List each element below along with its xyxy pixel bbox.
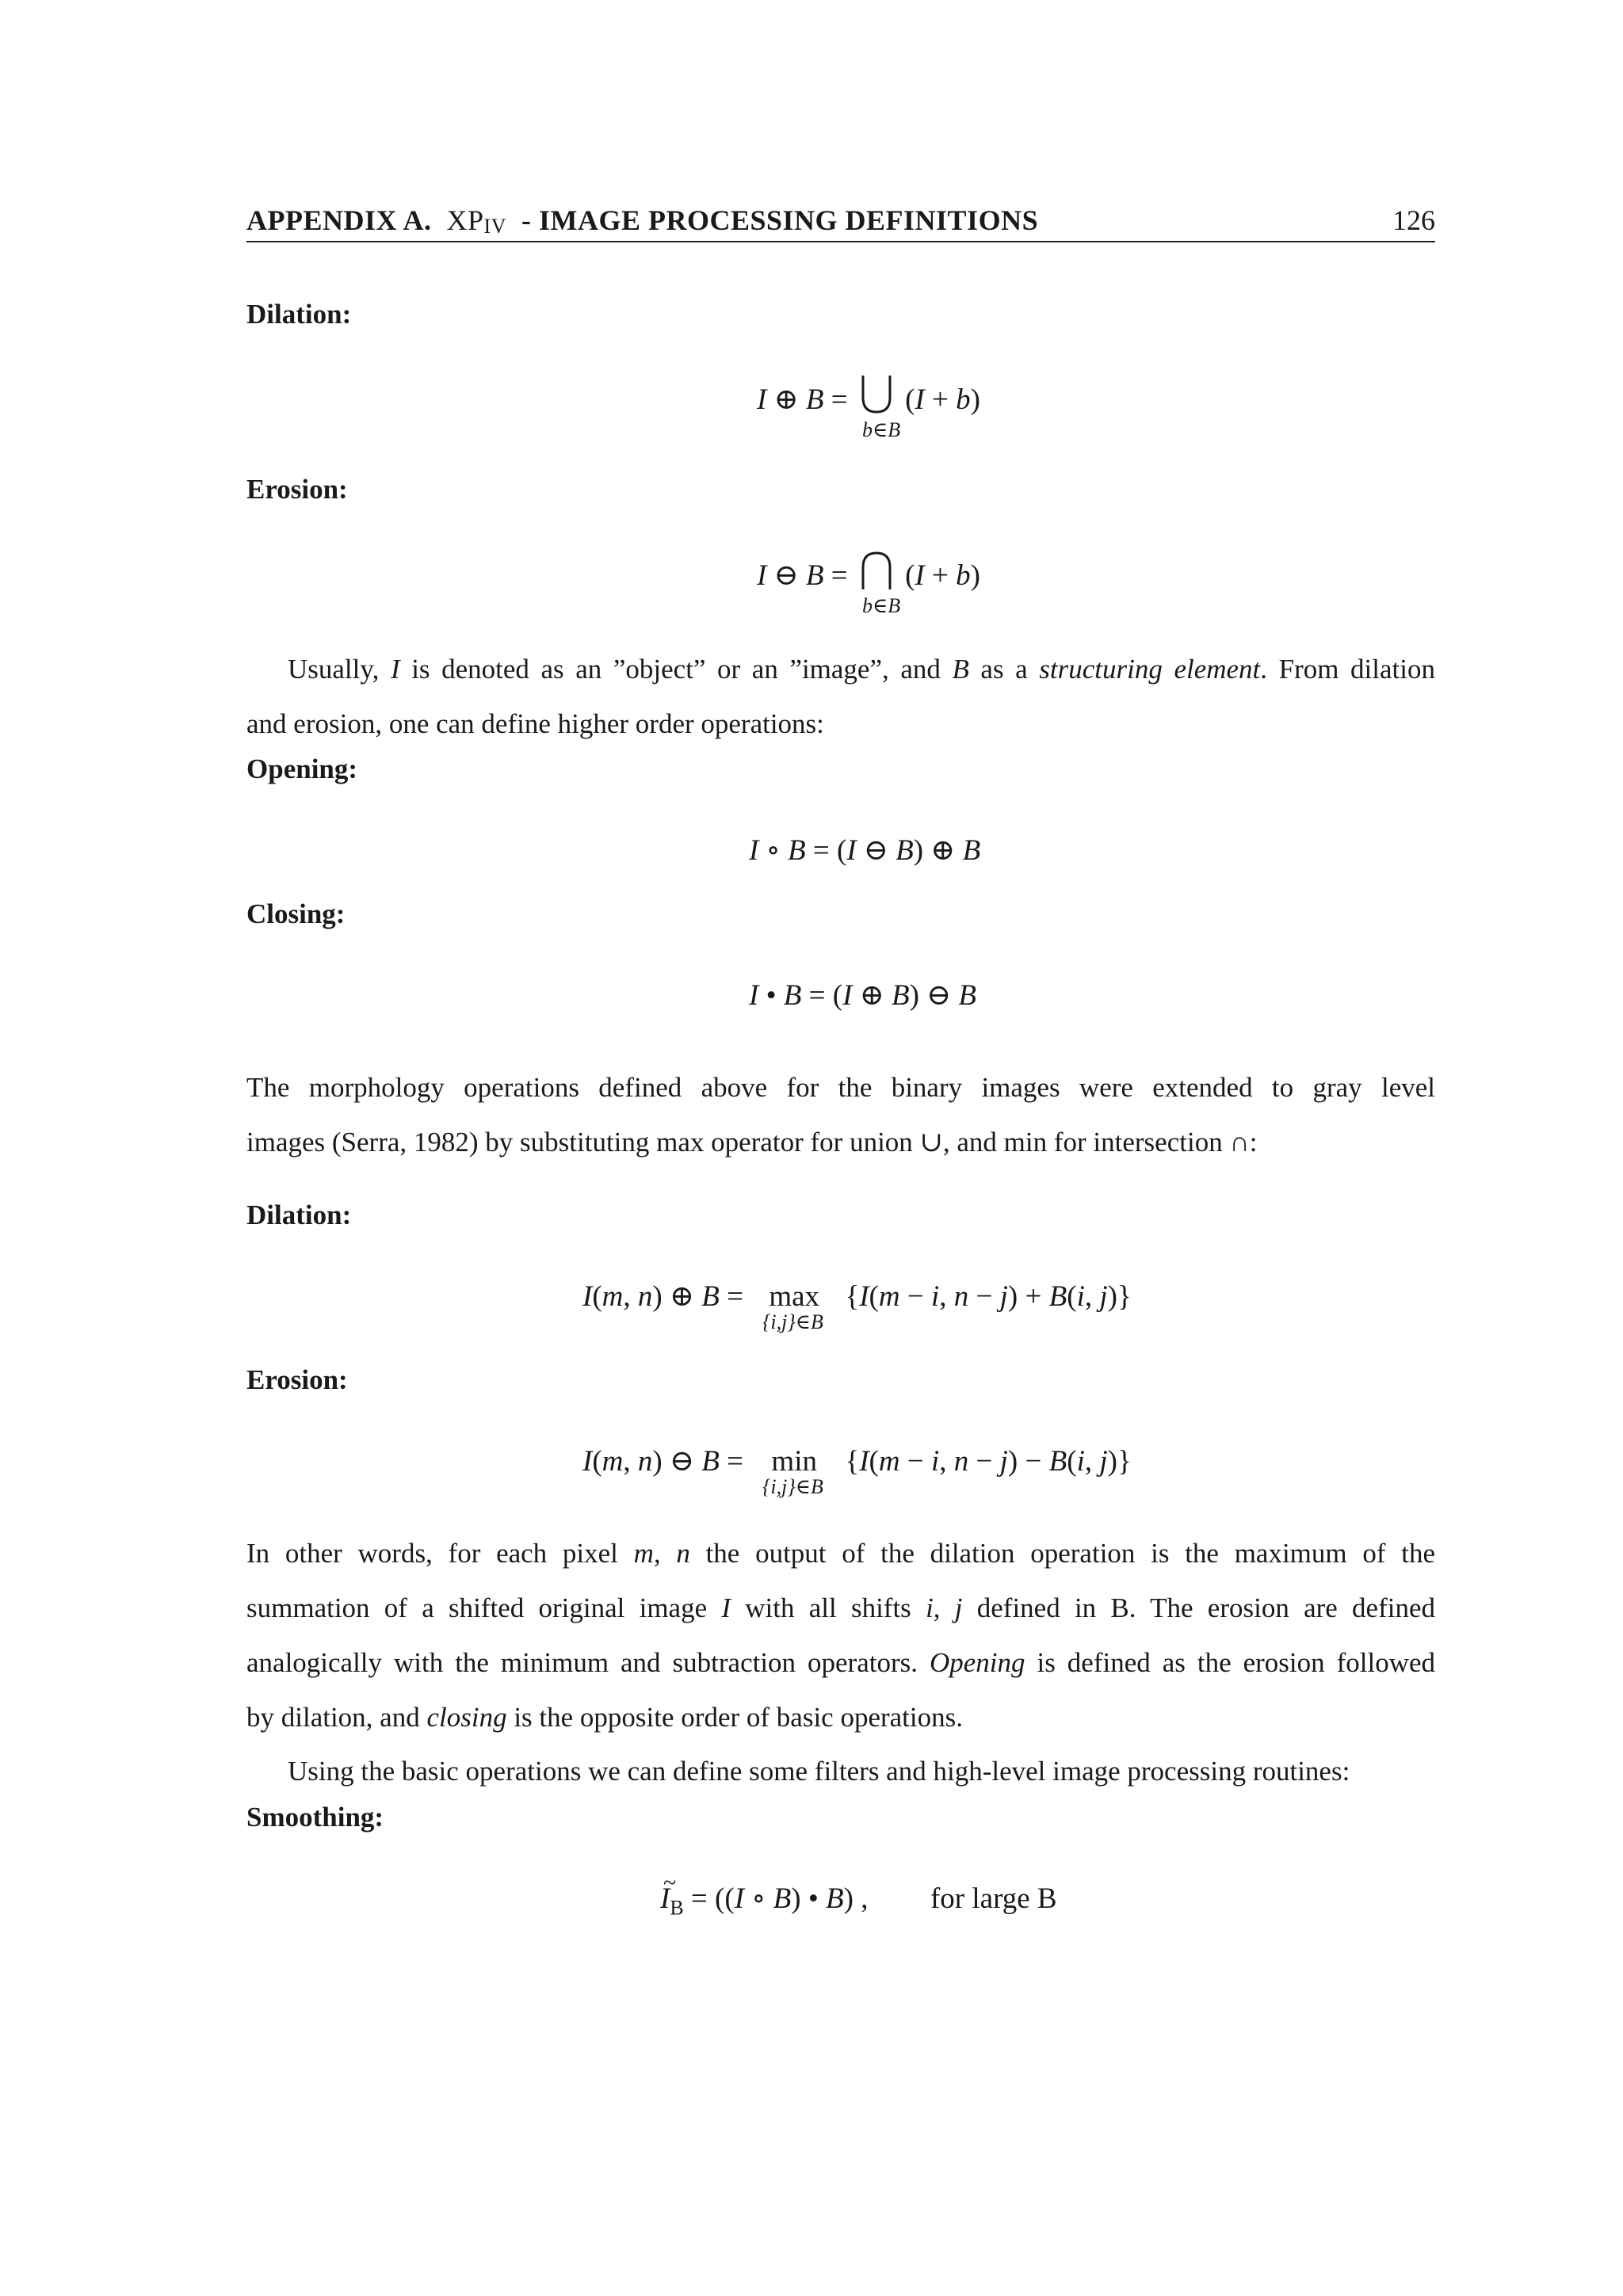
gray-dilation-rhs: {I(m − i, n − j) + B(i, j)} [845, 1280, 1132, 1313]
union-operator-icon [855, 372, 898, 420]
paragraph-line: images (Serra, 1982) by substituting max operator for union ∪, and min for intersection ∩: [246, 1127, 1258, 1158]
xpiv-main: XP [446, 204, 484, 236]
header-title-left: APPENDIX A. [246, 204, 432, 236]
xpiv-sub: IV [483, 215, 506, 238]
paragraph-using-basic [246, 1744, 1435, 1798]
heading-opening: Opening: [246, 753, 358, 784]
max-operator: max [769, 1280, 820, 1313]
paragraph-line: and erosion, one can define higher order operations: [246, 708, 824, 739]
xpiv-logo [439, 204, 514, 236]
paragraph-usually [246, 642, 1435, 751]
page-number: 126 [1392, 204, 1435, 236]
min-operator: min [771, 1445, 817, 1478]
gray-erosion-lhs: I(m, n) ⊖ B = [582, 1445, 743, 1478]
header-title-right: - IMAGE PROCESSING DEFINITIONS [521, 204, 1039, 236]
paragraph-line: In other words, for each pixel m, n the output of the dilation operation is the maximum of the [246, 1538, 1435, 1569]
dilation-lhs: I ⊕ B = [757, 383, 848, 416]
equation-gray-dilation [582, 1277, 1132, 1317]
equation-closing: I • B = (I ⊕ B) ⊖ B [749, 979, 976, 1012]
paragraph-text: Using the basic operations we can define some filters and high-level image processing routines: [288, 1756, 1350, 1787]
heading-erosion: Erosion: [246, 474, 348, 505]
paragraph-line: summation of a shifted original image I with all shifts i, j defined in B. The erosion are defined [246, 1592, 1435, 1623]
paragraph-line: analogically with the minimum and subtraction operators. Opening is defined as the erosion followed [246, 1647, 1435, 1678]
equation-gray-erosion [582, 1442, 1132, 1482]
gray-erosion-rhs: {I(m − i, n − j) − B(i, j)} [845, 1445, 1132, 1478]
tilde-accent: ~ [663, 1870, 677, 1896]
smoothing-lhs-base: I [660, 1882, 670, 1915]
smoothing-lhs [660, 1870, 684, 1928]
heading-dilation: Dilation: [246, 299, 352, 330]
intersection-limit: b∈B [862, 594, 901, 617]
equation-smoothing [660, 1870, 1057, 1928]
dilation-rhs: (I + b) [905, 383, 980, 416]
smoothing-note: for large B [930, 1882, 1057, 1915]
paragraph-line: by dilation, and closing is the opposite order of basic operations. [246, 1702, 963, 1733]
equation-dilation [757, 372, 980, 420]
equation-erosion [757, 548, 980, 596]
gray-dilation-lhs: I(m, n) ⊕ B = [582, 1280, 743, 1313]
erosion-rhs: (I + b) [905, 559, 980, 592]
header-title [246, 200, 1038, 247]
heading-closing: Closing: [246, 898, 346, 929]
paragraph-in-other-words [246, 1526, 1435, 1745]
intersection-operator-icon [855, 548, 898, 596]
heading-smoothing: Smoothing: [246, 1802, 384, 1833]
erosion-lhs: I ⊖ B = [757, 559, 848, 592]
smoothing-rhs: = ((I ∘ B) • B) , [690, 1882, 869, 1915]
gray-dilation-limit: {i,j}∈B [762, 1310, 823, 1333]
paragraph-morphology [246, 1060, 1435, 1169]
smoothing-lhs-sub: B [670, 1896, 684, 1920]
equation-opening: I ∘ B = (I ⊖ B) ⊕ B [749, 834, 981, 867]
paragraph-line [246, 1744, 1435, 1798]
union-limit: b∈B [862, 418, 901, 441]
heading-gray-erosion: Erosion: [246, 1364, 348, 1395]
paragraph-line: The morphology operations defined above for the binary images were extended to gray level [246, 1072, 1435, 1103]
gray-erosion-limit: {i,j}∈B [762, 1475, 823, 1498]
paragraph-line: Usually, I is denoted as an ”object” or an ”image”, and B as a structuring element. From dilation [288, 654, 1435, 685]
running-header [246, 200, 1435, 242]
heading-gray-dilation: Dilation: [246, 1199, 352, 1230]
